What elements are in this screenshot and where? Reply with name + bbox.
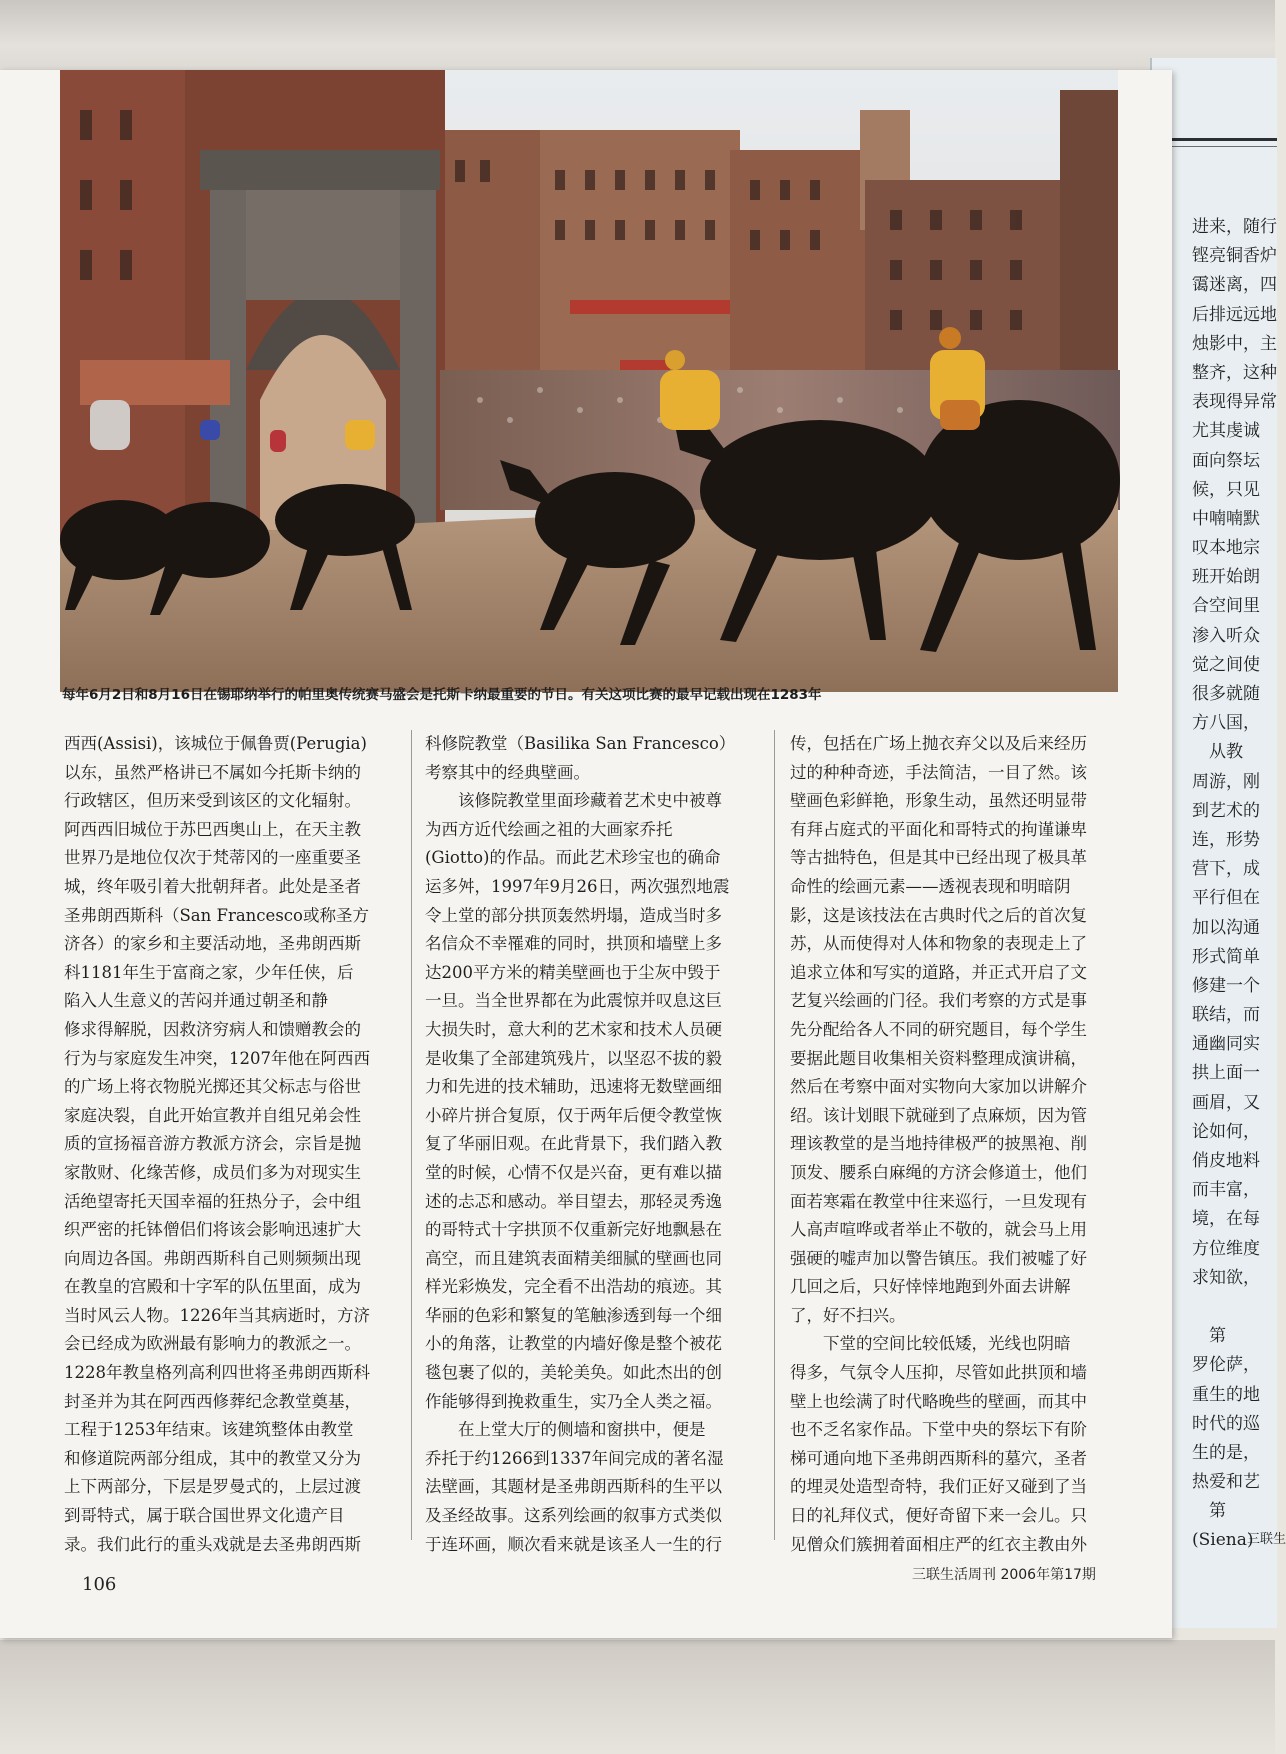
text-line: 觉之间使 (1192, 654, 1260, 675)
text-line: 热爱和艺 (1192, 1472, 1260, 1493)
text-line: 见僧众们簇拥着面相庄严的红衣主教由外 (790, 1534, 1087, 1554)
text-line: 城，终年吸引着大批朝拜者。此处是圣者 (64, 876, 361, 896)
text-line: 毯包裹了似的，美轮美奂。如此杰出的创 (425, 1363, 722, 1383)
text-line: 了，好不扫兴。 (790, 1305, 906, 1325)
text-line: 达200平方米的精美壁画也于尘灰中毁于 (425, 962, 721, 982)
text-line: 尤其虔诚 (1192, 421, 1260, 442)
text-line: 传，包括在广场上抛衣弃父以及后来经历 (790, 734, 1087, 753)
text-line: 力和先进的技术辅助，迅速将无数壁画细 (425, 1077, 722, 1097)
text-line: 封圣并为其在阿西西修葬纪念教堂奠基， (64, 1391, 361, 1411)
text-line: 堂的时候，心情不仅是兴奋，更有难以描 (425, 1162, 722, 1182)
text-line: 家散财、化缘苦修，成员们多为对现实生 (64, 1162, 361, 1182)
text-line: (Giotto)的作品。而此艺术珍宝也的确命 (425, 848, 721, 868)
text-line: 该修院教堂里面珍藏着艺术史中被尊 (425, 791, 722, 811)
text-line: 阿西西旧城位于苏巴西奥山上，在天主教 (64, 819, 361, 839)
text-line: 第 (1192, 1501, 1226, 1522)
text-line: 罗伦萨， (1192, 1355, 1260, 1376)
text-line: 令上堂的部分拱顶轰然坍塌，造成当时多 (425, 905, 722, 925)
right-page-footer: 三联生 (1247, 1532, 1286, 1547)
text-line: 铿亮铜香炉 (1192, 246, 1277, 267)
text-line: 论如何， (1192, 1121, 1260, 1142)
text-line: 日的礼拜仪式，便好奇留下来一会儿。只 (790, 1506, 1087, 1526)
text-line: 以东，虽然严格讲已不属如今托斯卡纳的 (64, 762, 361, 782)
text-line: 第 (1192, 1326, 1226, 1347)
text-line: 霭迷离，四 (1192, 275, 1277, 296)
article-column-3 (790, 730, 1130, 1554)
scan-background-top (0, 0, 1275, 75)
text-line: 活绝望寄托天国幸福的狂热分子，会中组 (64, 1191, 361, 1211)
text-line: 华丽的色彩和繁复的笔触渗透到每一个细 (425, 1305, 722, 1325)
text-line: 而丰富， (1192, 1180, 1260, 1201)
text-line: 为西方近代绘画之祖的大画家乔托 (425, 819, 673, 839)
text-line: 运多舛，1997年9月26日，两次强烈地震 (425, 876, 730, 896)
text-line: 梯可通向地下圣弗朗西斯科的墓穴，圣者 (790, 1448, 1087, 1468)
text-line: 叹本地宗 (1192, 538, 1260, 559)
text-line: 追求立体和写实的道路，并正式开启了文 (790, 962, 1087, 982)
text-line: 壁上也绘满了时代略晚些的壁画，而其中 (790, 1391, 1087, 1411)
text-line: 作能够得到挽救重生，实乃全人类之福。 (425, 1391, 722, 1411)
text-line: 影，这是该技法在古典时代之后的首次复 (790, 905, 1087, 925)
text-line: 小的角落，让教堂的内墙好像是整个被花 (425, 1334, 722, 1354)
text-line: 到艺术的 (1192, 800, 1260, 821)
text-line: 几回之后，只好悻悻地跑到外面去讲解 (790, 1277, 1071, 1297)
text-line: 也不乏名家作品。下堂中央的祭坛下有阶 (790, 1420, 1087, 1440)
text-line: 画眉，又 (1192, 1092, 1260, 1113)
text-line: 1228年教皇格列高利四世将圣弗朗西斯科 (64, 1363, 370, 1383)
text-line: 及圣经故事。这系列绘画的叙事方式类似 (425, 1506, 722, 1526)
text-line: 会已经成为欧洲最有影响力的教派之一。 (64, 1334, 361, 1354)
text-line: 样光彩焕发，完全看不出浩劫的痕迹。其 (425, 1277, 722, 1297)
text-line: 顶发、腰系白麻绳的方济会修道士，他们 (790, 1162, 1087, 1182)
text-line: 烛影中，主 (1192, 333, 1277, 354)
column-divider-2 (774, 730, 775, 1540)
text-line: 是收集了全部建筑残片，以坚忍不拔的毅 (425, 1048, 722, 1068)
text-line: 要据此题目收集相关资料整理成演讲稿， (790, 1048, 1087, 1068)
photo-illustration (60, 70, 1118, 692)
text-line: 候，只见 (1192, 479, 1260, 500)
text-line: 强硬的嘘声加以警告镇压。我们被嘘了好 (790, 1248, 1087, 1268)
text-line: 方八国， (1192, 713, 1260, 734)
text-line: 然后在考察中面对实物向大家加以讲解介 (790, 1077, 1087, 1097)
text-line: 世界乃是地位仅次于梵蒂冈的一座重要圣 (64, 848, 361, 868)
text-line: 整齐，这种 (1192, 362, 1277, 383)
text-line: 修求得解脱，因救济穷病人和馈赠教会的 (64, 1019, 361, 1039)
text-line: 通幽同实 (1192, 1034, 1260, 1055)
text-line: 圣弗朗西斯科（San Francesco或称圣方 (64, 905, 369, 925)
text-line: 大损失时，意大利的艺术家和技术人员硬 (425, 1019, 722, 1039)
text-line: 联结，而 (1192, 1005, 1260, 1026)
text-line: 济各）的家乡和主要活动地，圣弗朗西斯 (64, 934, 361, 954)
text-line: 周游，刚 (1192, 771, 1260, 792)
text-line: 西西(Assisi)，该城位于佩鲁贾(Perugia) (64, 734, 367, 753)
text-line: 在教皇的宫殿和十字军的队伍里面，成为 (64, 1277, 361, 1297)
text-line: 家庭决裂，自此开始宣教并自组兄弟会性 (64, 1105, 361, 1125)
text-line: 很多就随 (1192, 684, 1260, 704)
text-line: 班开始朗 (1192, 567, 1260, 588)
text-line: 壁画色彩鲜艳，形象生动，虽然还明显带 (790, 791, 1087, 811)
text-line: 录。我们此行的重头戏就是去圣弗朗西斯 (64, 1534, 361, 1554)
text-line: 理该教堂的是当地持律极严的披黑袍、削 (790, 1134, 1087, 1154)
text-line: 向周边各国。弗朗西斯科自己则频频出现 (64, 1248, 361, 1268)
text-line: 重生的地 (1192, 1384, 1260, 1405)
text-line: 在上堂大厅的侧墙和窗拱中，便是 (425, 1420, 706, 1440)
text-line: 营下，成 (1192, 859, 1260, 880)
text-line: 等古拙特色，但是其中已经出现了极具革 (790, 848, 1087, 868)
text-line: 上下两部分，下层是罗曼式的，上层过渡 (64, 1477, 361, 1497)
text-line: 从教 (1192, 742, 1243, 763)
text-line: 连，形势 (1192, 829, 1260, 850)
text-line: 和修道院两部分组成，其中的教堂又分为 (64, 1448, 361, 1468)
text-line: 修建一个 (1192, 975, 1260, 996)
text-line: 求知欲， (1192, 1267, 1260, 1288)
text-line: 的哥特式十字拱顶不仅重新完好地飘悬在 (425, 1220, 722, 1240)
text-line: 质的宣扬福音游方教派方济会，宗旨是抛 (64, 1134, 361, 1154)
text-line: 乔托于约1266到1337年间完成的著名湿 (425, 1448, 724, 1468)
text-line: 面向祭坛 (1192, 450, 1260, 471)
text-line: 平行但在 (1192, 888, 1260, 909)
text-line: 时代的巡 (1192, 1413, 1260, 1434)
article-column-1 (64, 730, 399, 1554)
column-divider-1 (411, 730, 412, 1540)
right-page-text (1192, 213, 1282, 1556)
text-line: 名信众不幸罹难的同时，拱顶和墙壁上多 (425, 934, 722, 954)
text-line: 艺复兴绘画的门径。我们考察的方式是事 (790, 991, 1087, 1011)
text-line: 人高声喧哗或者举止不敬的，就会马上用 (790, 1220, 1087, 1240)
text-line: 命性的绘画元素——透视表现和明暗阴 (790, 876, 1071, 896)
text-line: 方位维度 (1192, 1238, 1260, 1259)
text-line: 工程于1253年结束。该建筑整体由教堂 (64, 1420, 354, 1440)
text-line: 下堂的空间比较低矮，光线也阴暗 (790, 1334, 1071, 1354)
text-line: 渗入听众 (1192, 625, 1260, 646)
text-line: 行政辖区，但历来受到该区的文化辐射。 (64, 791, 361, 811)
text-line: 法壁画，其题材是圣弗朗西斯科的生平以 (425, 1477, 722, 1497)
text-line: 于连环画，顺次看来就是该圣人一生的行 (425, 1534, 722, 1554)
text-line: 考察其中的经典壁画。 (425, 762, 590, 782)
text-line: 的埋灵处造型奇特，我们正好又碰到了当 (790, 1477, 1087, 1497)
article-column-2 (425, 730, 760, 1554)
magazine-footer: 三联生活周刊 2006年第17期 (912, 1567, 1096, 1583)
palio-horse-race-photo (60, 70, 1118, 692)
photo-caption: 每年6月2日和8月16日在锡耶纳举行的帕里奥传统赛马盛会是托斯卡纳最重要的节日。有关这项比赛的最早记载出现在1283年 (62, 687, 822, 703)
text-line: 绍。该计划眼下就碰到了点麻烦，因为管 (790, 1105, 1087, 1125)
text-line: 形式简单 (1192, 946, 1260, 967)
text-line: 述的忐忑和感动。举目望去，那轻灵秀逸 (425, 1191, 722, 1211)
text-line (1192, 1293, 1282, 1322)
text-line: 陷入人生意义的苦闷并通过朝圣和静 (64, 991, 328, 1011)
text-line: 拱上面一 (1192, 1063, 1260, 1084)
text-line: 后排远远地 (1192, 304, 1277, 325)
text-line: 合空间里 (1192, 596, 1260, 617)
text-line: 面若寒霜在教堂中往来巡行，一旦发现有 (790, 1191, 1087, 1211)
scan-background-bottom (0, 1640, 1275, 1754)
text-line: 有拜占庭式的平面化和哥特式的拘谨谦卑 (790, 819, 1087, 839)
text-line: 织严密的托钵僧侣们将该会影响迅速扩大 (64, 1220, 361, 1240)
text-line: 当时风云人物。1226年当其病逝时，方济 (64, 1305, 370, 1325)
text-line: 的广场上将衣物脱光掷还其父标志与俗世 (64, 1077, 361, 1097)
text-line: 小碎片拼合复原，仅于两年后便令教堂恢 (425, 1105, 722, 1125)
text-line: (Siena) (1192, 1530, 1254, 1551)
text-line: 得多，气氛令人压抑，尽管如此拱顶和墙 (790, 1363, 1087, 1383)
text-line: 先分配给各人不同的研究题目，每个学生 (790, 1019, 1087, 1039)
text-line: 科修院教堂（Basilika San Francesco） (425, 734, 736, 753)
text-line: 苏，从而使得对人体和物象的表现走上了 (790, 934, 1087, 954)
text-line: 复了华丽旧观。在此背景下，我们踏入教 (425, 1134, 722, 1154)
text-line: 行为与家庭发生冲突，1207年他在阿西西 (64, 1048, 370, 1068)
text-line: 加以沟通 (1192, 917, 1260, 938)
text-line: 到哥特式，属于联合国世界文化遗产目 (64, 1506, 345, 1526)
text-line: 中喃喃默 (1192, 508, 1260, 529)
text-line: 俏皮地料 (1192, 1151, 1260, 1171)
text-line: 生的是， (1192, 1442, 1260, 1463)
text-line: 科1181年生于富商之家，少年任侠，后 (64, 962, 354, 982)
text-line: 高空，而且建筑表面精美细腻的壁画也同 (425, 1248, 722, 1268)
text-line: 境，在每 (1192, 1209, 1260, 1230)
text-line: 进来，随行 (1192, 217, 1277, 237)
text-line: 表现得异常 (1192, 392, 1277, 413)
text-line: 过的种种奇迹，手法简洁，一目了然。该 (790, 762, 1087, 782)
page-number: 106 (82, 1574, 117, 1595)
text-line: 一旦。当全世界都在为此震惊并叹息这巨 (425, 991, 722, 1011)
